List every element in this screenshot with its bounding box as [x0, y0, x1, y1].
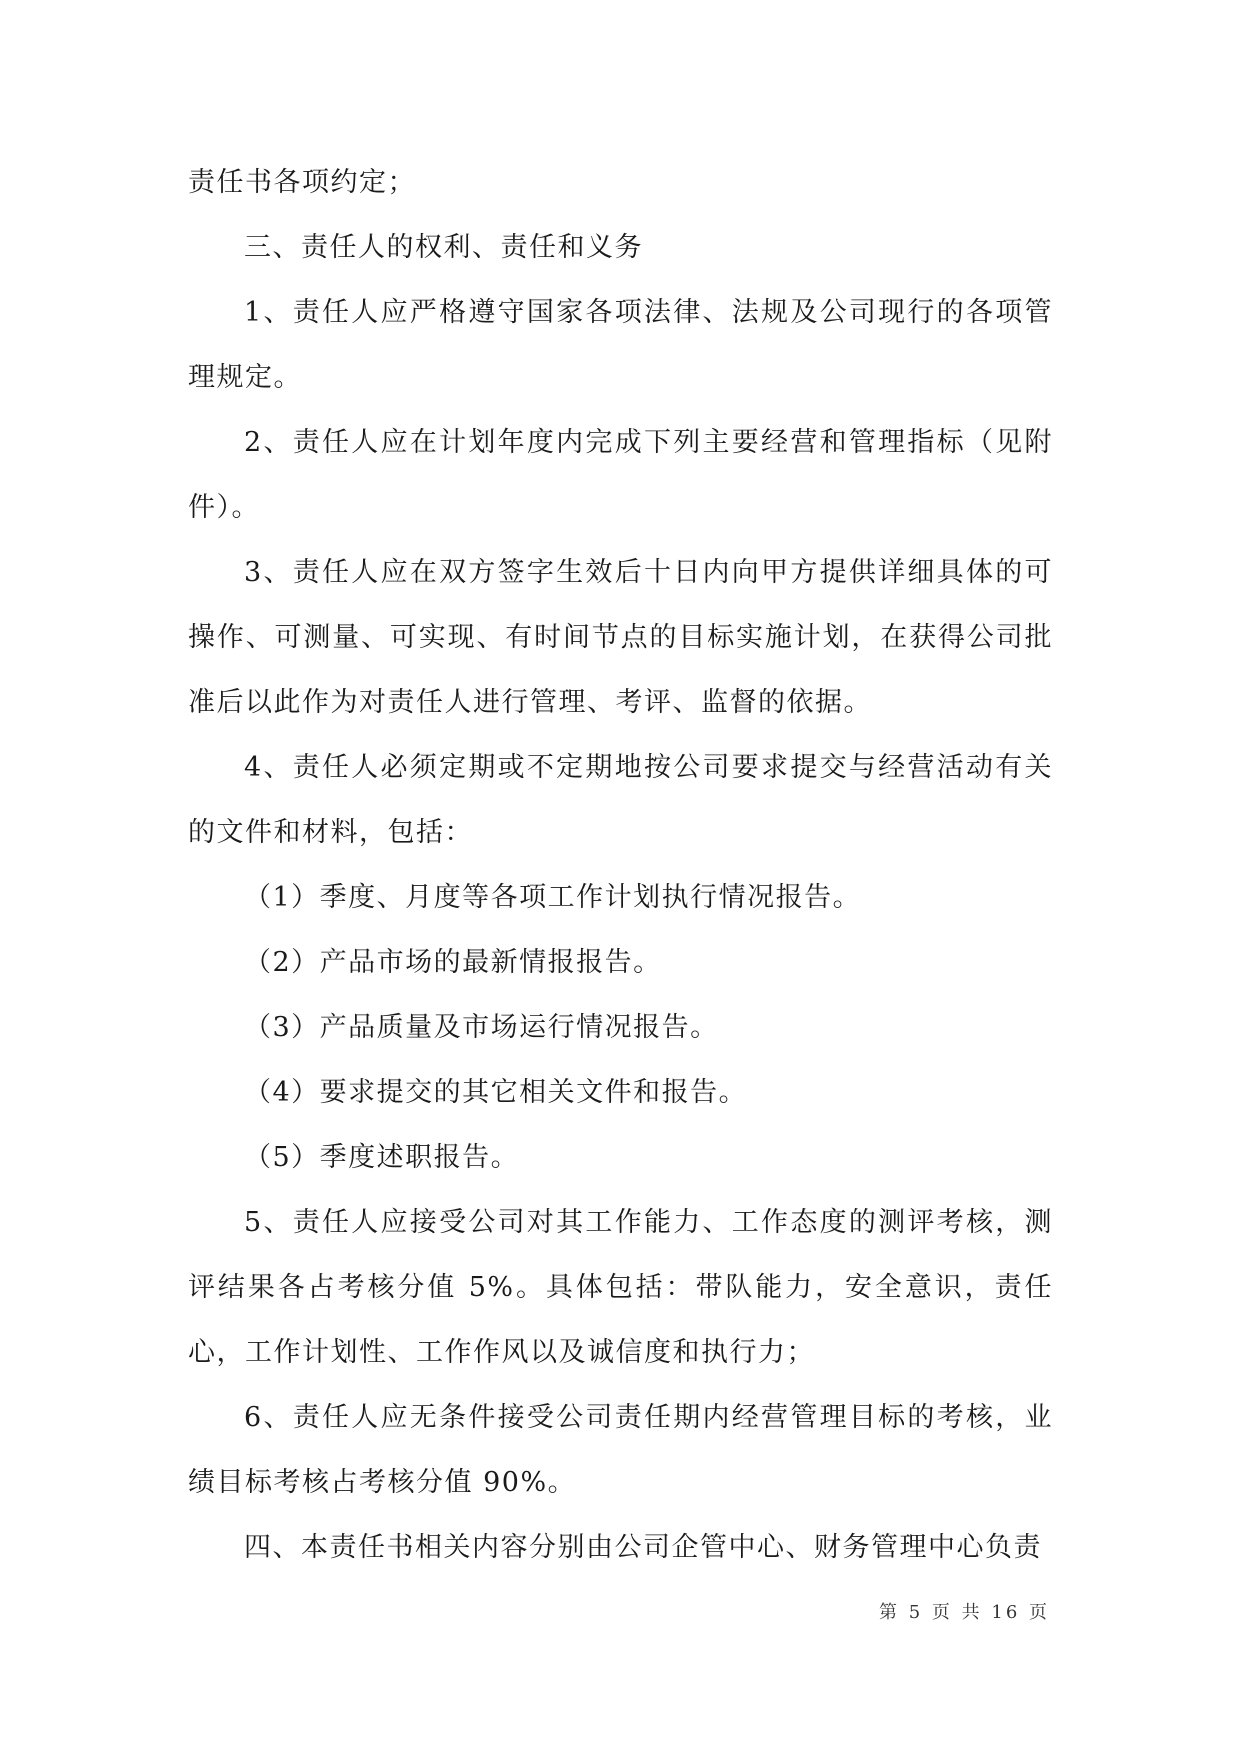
- list-item: （2）产品市场的最新情报报告。: [244, 947, 662, 978]
- list-item: （4）要求提交的其它相关文件和报告。: [244, 1077, 748, 1108]
- paragraph-continuation: 责任书各项约定；: [188, 167, 416, 198]
- clause-6: 6、责任人应无条件接受公司责任期内经营管理目标的考核，业绩目标考核占考核分值 90%。: [188, 1402, 1053, 1498]
- section-heading-4: 四、本责任书相关内容分别由公司企管中心、财务管理中心负责: [244, 1532, 1042, 1563]
- document-body: [188, 150, 1053, 1580]
- clause-2: 2、责任人应在计划年度内完成下列主要经营和管理指标（见附件）。: [188, 427, 1053, 523]
- clause-4: 4、责任人必须定期或不定期地按公司要求提交与经营活动有关的文件和材料，包括：: [188, 752, 1053, 848]
- list-item: （3）产品质量及市场运行情况报告。: [244, 1012, 719, 1043]
- clause-5: 5、责任人应接受公司对其工作能力、工作态度的测评考核，测评结果各占考核分值 5%。具体包括：带队能力，安全意识，责任心，工作计划性、工作作风以及诚信度和执行力；: [188, 1207, 1053, 1368]
- list-item: （5）季度述职报告。: [244, 1142, 520, 1173]
- list-item: （1）季度、月度等各项工作计划执行情况报告。: [244, 882, 862, 913]
- clause-1: 1、责任人应严格遵守国家各项法律、法规及公司现行的各项管理规定。: [188, 297, 1053, 393]
- section-heading-3: 三、责任人的权利、责任和义务: [244, 232, 643, 263]
- page-number-footer: 第 5 页 共 16 页: [879, 1602, 1050, 1623]
- clause-3: 3、责任人应在双方签字生效后十日内向甲方提供详细具体的可操作、可测量、可实现、有时间节点的目标实施计划，在获得公司批准后以此作为对责任人进行管理、考评、监督的依据。: [188, 557, 1053, 718]
